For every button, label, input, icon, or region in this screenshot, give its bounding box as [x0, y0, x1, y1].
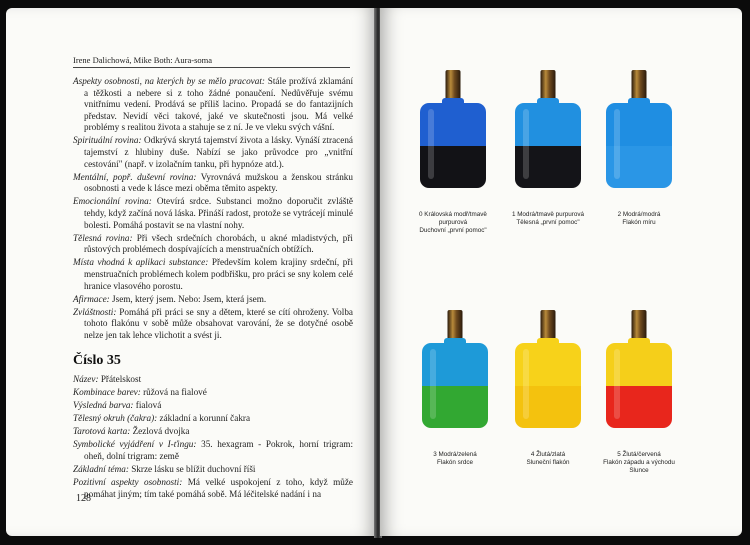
paragraph-text: Otevírá srdce. Substanci možno doporučit zvláště tehdy, když začíná nová láska. Přináší radost, protože se vytrácejí minulé bolesti. Pomáhá postavit se na vlastní nohy.: [84, 196, 353, 230]
paragraph-text: Stále prožívá zklamání a těžkosti a nebere si z toho žádné ponaučení. Nedůvěřuje svému vnitřnímu vedení. Prodává se příliš lacino. Propadá se do fantazijních představ. Nevidí věci takové, jaké ve skutečnosti jsou. Má velké problémy s realitou života a stahuje se z ní. Je ve vleku svých vášní.: [84, 76, 354, 133]
bottle-body: [606, 343, 672, 428]
paragraph: [73, 135, 353, 170]
running-header: Irene Dalichowá, Mike Both: Aura-soma: [73, 55, 350, 68]
attribute-line: [73, 387, 353, 399]
bottle-body: [515, 343, 581, 428]
bottle-caption: [405, 451, 505, 467]
paragraph-text: Pomáhá při práci se sny a dětem, které se cítí ohroženy. Volba tohoto flakónu v sobě může obsahovat varování, že se dotyčné osobě nelze jen tak lehce vlichotit a svést ji.: [84, 306, 353, 340]
caption-line: Flakón míru: [622, 219, 656, 226]
paragraph-text: Při všech srdečních chorobách, u akné mladistvých, při růstových problémech dospívajících a menstruačních obtížích.: [84, 232, 353, 255]
attribute-line-text: 35. hexagram - Pokrok, horní trigram: oheň, dolní trigram: země: [84, 439, 354, 461]
bottle-cap: [448, 310, 463, 340]
attribute-line: [73, 413, 353, 425]
chapter-title: Číslo 35: [73, 353, 121, 369]
attribute-line-text: Skrze lásku se blížit duchovní říši: [128, 463, 256, 474]
caption-line: Tělesná „první pomoc": [516, 219, 580, 226]
bottle-highlight: [428, 109, 434, 179]
paragraph-label: Mentální, popř. duševní rovina:: [73, 171, 197, 182]
attribute-line-label: Tarotová karta:: [73, 426, 131, 437]
bottle-body: [515, 103, 581, 188]
page-number: 128: [76, 493, 91, 504]
bottle-photo: [606, 310, 672, 430]
bottle-caption: [403, 211, 503, 235]
bottle-caption: [589, 451, 689, 475]
book-spread: [6, 8, 744, 538]
paragraph: [73, 233, 353, 256]
attribute-line-text: Má velké uspokojení z toho, když může pomáhat jiným; tím také pomáhá sobě. Má léčitelské nadání i na: [84, 476, 353, 499]
caption-line: Sluneční flakón: [526, 459, 570, 466]
attribute-line: [73, 426, 353, 438]
right-page: [380, 8, 742, 536]
bottle-caption: [498, 451, 598, 467]
attribute-line: [73, 374, 353, 386]
bottle-highlight: [614, 109, 620, 179]
bottle-photo: [422, 310, 488, 430]
bottle-highlight: [430, 349, 436, 419]
attribute-line-text: základní a korunní čakra: [157, 412, 251, 423]
caption-line: 4 Žlutá/zlatá: [530, 451, 566, 458]
caption-line: 0 Královská modř/tmavě: [419, 211, 487, 218]
attribute-line-label: Symbolické vyjádření v I-ťingu:: [73, 439, 197, 450]
attribute-line-label: Název:: [73, 373, 99, 384]
paragraph-label: Místa vhodná k aplikaci substance:: [73, 257, 209, 268]
paragraph-label: Tělesná rovina:: [73, 232, 133, 243]
attribute-line: [73, 477, 353, 500]
attribute-line: [73, 439, 353, 462]
paragraph-label: Afirmace:: [73, 293, 110, 304]
bottle-highlight: [614, 349, 620, 419]
caption-line: 2 Modrá/modrá: [617, 211, 661, 218]
attribute-line-label: Kombinace barev:: [73, 386, 141, 397]
attribute-line-label: Výsledná barva:: [73, 399, 134, 410]
bottle-caption: [589, 211, 689, 227]
caption-line: 1 Modrá/tmavě purpurová: [511, 211, 585, 218]
bottle-photo: [515, 310, 581, 430]
paragraph: [73, 172, 353, 195]
attribute-line-text: fialová: [133, 399, 162, 410]
bottle-cap: [541, 310, 556, 340]
paragraph-text: Jsem, který jsem. Nebo: Jsem, která jsem.: [109, 293, 267, 304]
paragraph: [73, 196, 353, 231]
paragraph-text: Vyrovnává mužskou a ženskou stránku osobnosti a vede k lásce mezi oběma těmito aspekty.: [84, 171, 353, 194]
bottle-cap: [632, 310, 647, 340]
attribute-line-text: Přátelskost: [98, 373, 142, 384]
paragraph-text: Odkrývá skrytá tajemství života a lásky. Vynáší ztracená tajemství z hlubiny duše. Nabízí se jako průvodce pro „vnitřní cestování" (např. v izolačním tanku, při hypnóze atd.).: [84, 135, 353, 169]
bottle-cap: [446, 70, 461, 100]
bottle-body: [422, 343, 488, 428]
bottle-highlight: [523, 349, 529, 419]
caption-line: Slunce: [629, 467, 649, 474]
caption-line: Flakón srdce: [436, 459, 474, 466]
paragraph-label: Spirituální rovina:: [73, 135, 142, 146]
caption-line: Flakón západu a východu: [603, 459, 675, 466]
attribute-line: [73, 464, 353, 476]
attribute-line-label: Pozitivní aspekty osobnosti:: [73, 476, 183, 487]
attribute-line-label: Základní téma:: [73, 463, 129, 474]
caption-line: purpurová: [438, 219, 468, 226]
paragraph: [73, 307, 353, 342]
paragraph-text: Především kolem krajiny srdeční, při menstruačních problémech kolem podbřišku, pro práci se sny kolem celé hranice vlasového porostu.: [84, 257, 353, 291]
paragraph-label: Zvláštnosti:: [73, 306, 117, 317]
left-page-text: [73, 76, 353, 502]
paragraph-label: Aspekty osobnosti, na kterých by se mělo pracovat:: [73, 76, 265, 86]
bottle-caption: [498, 211, 598, 227]
attribute-line-text: růžová na fialové: [140, 386, 207, 397]
attribute-line-label: Tělesný okruh (čakra):: [73, 412, 158, 423]
attribute-line-text: Žezlová dvojka: [130, 426, 190, 437]
caption-line: 5 Žlutá/červená: [617, 451, 661, 458]
caption-line: Duchovní „první pomoc": [419, 227, 487, 234]
bottle-body: [420, 103, 486, 188]
bottle-photo: [606, 70, 672, 190]
paragraph-label: Emocionální rovina:: [73, 196, 152, 207]
bottle-photo: [515, 70, 581, 190]
caption-line: 3 Modrá/zelená: [433, 451, 477, 458]
bottle-body: [606, 103, 672, 188]
paragraph: [73, 257, 353, 292]
bottle-photo: [420, 70, 486, 190]
bottle-highlight: [523, 109, 529, 179]
attribute-line: [73, 400, 353, 412]
paragraph: [73, 294, 353, 306]
paragraph: [73, 76, 353, 134]
left-page: [6, 8, 376, 536]
bottle-cap: [541, 70, 556, 100]
bottle-cap: [632, 70, 647, 100]
